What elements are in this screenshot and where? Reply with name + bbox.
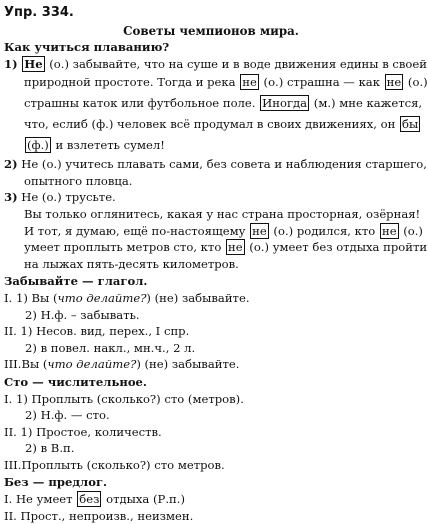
parse-row: 2) Н.ф. — сто. (25, 408, 110, 423)
text-line-4: что, еслиб (ф.) человек всё продумал в своих движениях, он бы (24, 117, 419, 132)
text-line-12: на лыжах пять-десять километров. (24, 256, 239, 271)
parse-heading-verb: Забывайте — глагол. (4, 274, 148, 289)
parse-row: II. 1) Несов. вид, перех., I спр. (4, 324, 190, 339)
parse-row: II. Прост., непроизв., неизмен. (4, 508, 194, 523)
text-line-9: Вы только оглянитесь, какая у нас страна просторная, озёрная! (24, 206, 421, 221)
text-line-10: И тот, я думаю, ещё по-настоящему не (о.) родился, кто не (о.) (24, 223, 423, 238)
parse-heading-numeral: Сто — числительное. (4, 374, 147, 389)
boxed-particle: не (386, 75, 402, 90)
exercise-number: Упр. 334. (4, 5, 74, 20)
text-line-1: 1) Не (о.) забывайте, что на суше и в воде движения едины в своей (4, 56, 427, 71)
text-line-3: страшны каток или футбольное поле. Иногда (м.) мне кажется, (24, 96, 423, 111)
text-line-8: 3) Не (о.) трусьте. (4, 190, 116, 205)
text-line-6: 2) Не (о.) учитесь плавать сами, без совета и наблюдения старшего, (4, 157, 427, 172)
question-line: Как учиться плаванию? (4, 40, 170, 54)
parse-row: I. 1) Вы (что делайте?) (не) забывайте. (4, 290, 250, 305)
text-line-5: (ф.) и взлететь сумел! (27, 138, 165, 153)
parse-row: I. 1) Проплыть (сколько?) сто (метров). (4, 391, 244, 406)
boxed-particle: Не (24, 56, 43, 71)
parse-row: 2) Н.ф. – забывать. (25, 307, 140, 322)
parse-row: 2) в В.п. (25, 441, 75, 456)
boxed-particle: не (228, 240, 243, 255)
text-line-2: природной простоте. Тогда и река не (о.) страшна — как не (о.) (24, 75, 428, 90)
boxed-mark: (ф.) (27, 138, 49, 153)
boxed-particle: бы (402, 117, 419, 132)
parse-heading-preposition: Без — предлог. (4, 475, 108, 490)
parse-row: III.Вы (что делайте?) (не) забывайте. (4, 357, 240, 372)
parse-row: I. Не умеет без отдыха (Р.п.) (4, 492, 185, 507)
text-title: Советы чемпионов мира. (123, 24, 299, 38)
boxed-particle: не (381, 223, 397, 238)
boxed-preposition: без (79, 492, 100, 507)
boxed-particle: не (252, 223, 267, 238)
parse-row: III.Проплыть (сколько?) сто метров. (4, 457, 225, 472)
parse-row: II. 1) Простое, количеств. (4, 424, 162, 439)
text-line-7: опытного пловца. (24, 173, 133, 188)
boxed-particle: не (242, 75, 257, 90)
text-line-11: умеет проплыть метров сто, кто не (о.) умеет без отдыха пройти (24, 240, 428, 255)
parse-row: 2) в повел. накл., мн.ч., 2 л. (25, 340, 196, 355)
boxed-word: Иногда (262, 96, 308, 111)
